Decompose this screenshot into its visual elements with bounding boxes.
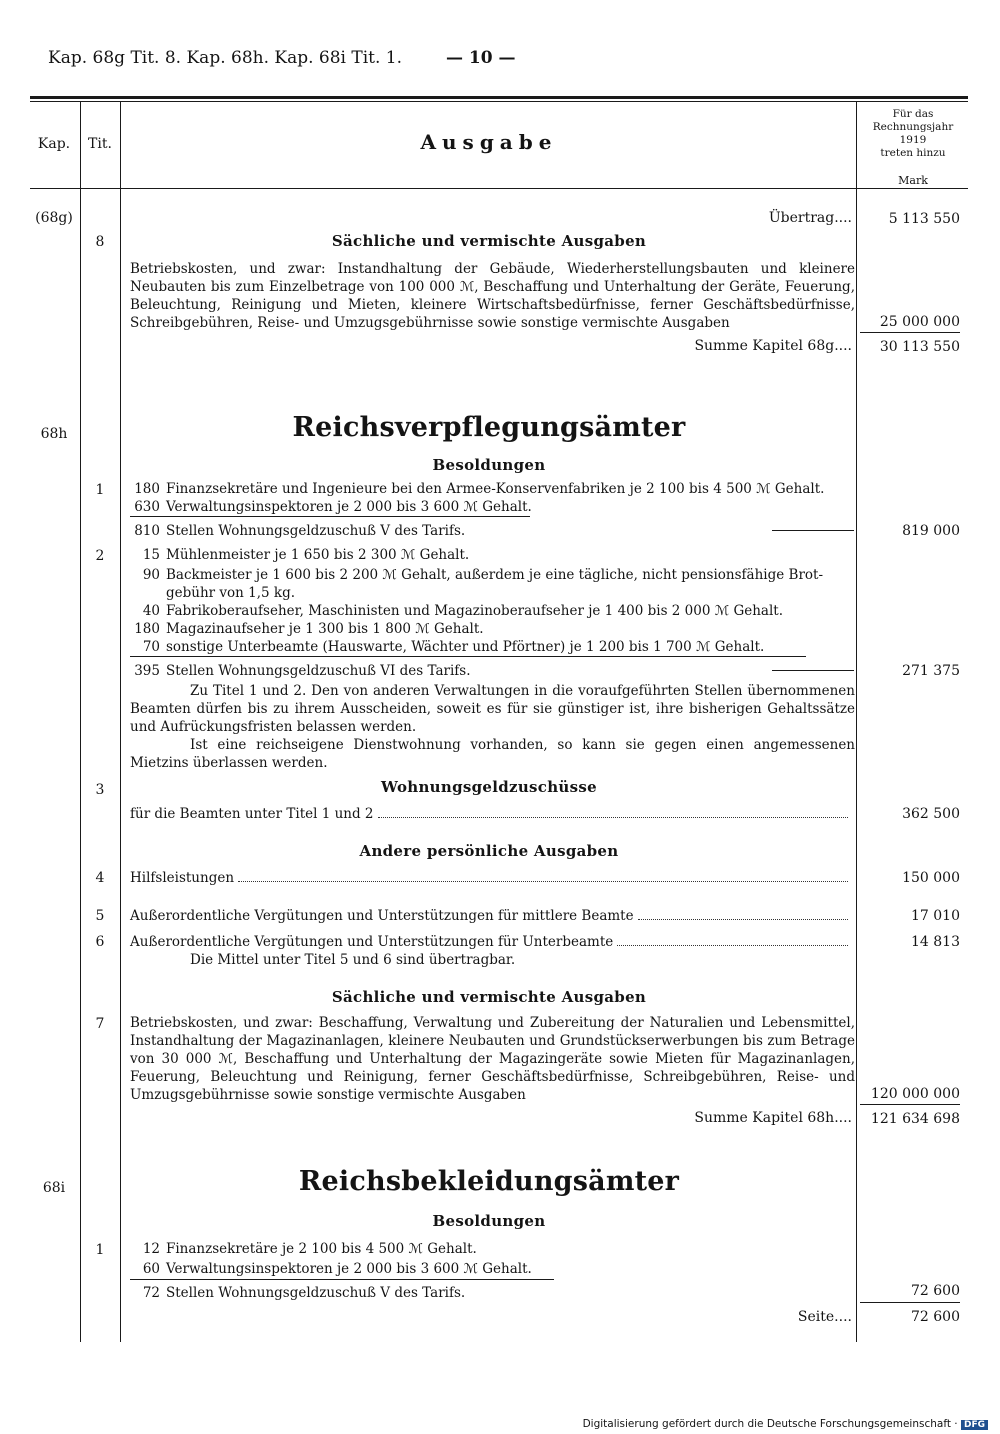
tit5-row: Außerordentliche Vergütungen und Unterstützungen für mittlere Beamte (130, 908, 852, 924)
tit-6: 6 (95, 934, 105, 950)
tit-4: 4 (95, 870, 105, 886)
section-besoldungen-68h: Besoldungen (432, 456, 546, 474)
seite-amount: 72 600 (911, 1309, 960, 1325)
tit1-68i-amount: 72 600 (911, 1283, 960, 1299)
tit2-line: 90 Backmeister je 1 600 bis 2 200 ℳ Gehalt, außerdem je eine tägliche, nicht pensionsfähige Brot- (142, 567, 824, 583)
tit1-68i-total: 72 Stellen Wohnungsgeldzuschuß V des Tarifs. (142, 1285, 466, 1301)
page-number: — 10 — (446, 48, 516, 68)
title-68i: Reichsbekleidungsämter (298, 1166, 680, 1197)
tit8-amount: 25 000 000 (879, 314, 960, 330)
tit2-line: 180 Magazinaufseher je 1 300 bis 1 800 ℳ Gehalt. (134, 621, 484, 637)
tit1-line: 630 Verwaltungsinspektoren je 2 000 bis 3 600 ℳ Gehalt. (134, 499, 532, 515)
summe-68h-label: Summe Kapitel 68h.... (694, 1110, 852, 1126)
tit-2: 2 (95, 548, 105, 564)
title-68h: Reichsverpflegungsämter (292, 412, 686, 443)
tit-5: 5 (95, 908, 105, 924)
section-andere-persoenliche: Andere persönliche Ausgaben (359, 842, 619, 860)
tit-7: 7 (95, 1016, 105, 1032)
tit5-amount: 17 010 (911, 908, 960, 924)
top-rule (30, 96, 968, 99)
tit2-note1: Zu Titel 1 und 2. Den von anderen Verwaltungen in die voraufgeführten Stellen übernommenen Beamten dürfen bis zu ihrem Ausscheiden, soweit es für sie günstiger ist, ihre bisherigen Gehaltssätze und Aufrückungsfristen belassen werden. (130, 683, 855, 735)
tit7-text: Betriebskosten, und zwar: Beschaffung, Verwaltung und Zubereitung der Naturalien und Lebensmittel, Instandhaltung der Magazinanlagen, kleinere Neubauten und Grundstückserwerbungen bis zum Betrage von 30 000 ℳ, Beschaffung und Unterhaltung der Magazingeräte sowie Mieten für Magazinanlagen, Feuerung, Beleuchtung und Reinigung, ferner Geschäftsbedürfnisse, Schreibgebühren, Reise- und Umzugsgebührnisse sowie sonstige vermischte Ausgaben (130, 1015, 855, 1103)
tit-1: 1 (95, 482, 105, 498)
header-rule (30, 188, 968, 189)
tit3-amount: 362 500 (902, 806, 960, 822)
tit2-line: gebühr von 1,5 kg. (166, 585, 296, 601)
summe-68h-amount: 121 634 698 (870, 1111, 960, 1127)
running-header-ref: Kap. 68g Tit. 8. Kap. 68h. Kap. 68i Tit. 1. (48, 48, 403, 68)
summe-68g-label: Summe Kapitel 68g.... (694, 338, 852, 354)
header-unit: Mark (898, 174, 928, 187)
sum-rule (860, 1302, 960, 1303)
tit7-amount: 120 000 000 (870, 1086, 960, 1102)
subtotal-rule (130, 656, 806, 657)
tit4-row: Hilfsleistungen (130, 870, 852, 886)
digitization-footer: Digitalisierung gefördert durch die Deutsche Forschungsgemeinschaft · DFG (583, 1418, 988, 1430)
col-divider-amount (856, 102, 857, 1342)
uebertrag-label: Übertrag.... (768, 210, 852, 226)
tit2-line: 15 Mühlenmeister je 1 650 bis 2 300 ℳ Gehalt. (142, 547, 470, 563)
summe-68g-amount: 30 113 550 (879, 339, 960, 355)
section-saechlich-68g: Sächliche und vermischte Ausgaben (331, 232, 647, 250)
top-rule-thin (30, 101, 968, 102)
sum-rule (860, 332, 960, 333)
header-kap: Kap. (37, 136, 71, 152)
col-divider-tit (120, 102, 121, 1342)
tit6-row: Außerordentliche Vergütungen und Unterstützungen für Unterbeamte (130, 934, 852, 950)
tit2-amount: 271 375 (902, 663, 960, 679)
tit2-line: 70 sonstige Unterbeamte (Hauswarte, Wächter und Pförtner) je 1 200 bis 1 700 ℳ Gehalt. (142, 639, 765, 655)
tit1-68i-line: 12 Finanzsekretäre je 2 100 bis 4 500 ℳ Gehalt. (142, 1241, 477, 1257)
seite-label: Seite.... (797, 1309, 852, 1325)
col-divider-kap (80, 102, 81, 1342)
section-wohnungsgeld: Wohnungsgeldzuschüsse (381, 778, 597, 796)
tit2-total: 395 Stellen Wohnungsgeldzuschuß VI des Tarifs. (134, 663, 471, 679)
tit6-amount: 14 813 (911, 934, 960, 950)
tit3-row: für die Beamten unter Titel 1 und 2 (130, 806, 852, 822)
amount-lead-rule (772, 670, 854, 671)
tit1-68i-line: 60 Verwaltungsinspektoren je 2 000 bis 3 600 ℳ Gehalt. (142, 1261, 532, 1277)
tit56-note: Die Mittel unter Titel 5 und 6 sind übertragbar. (190, 952, 516, 968)
section-saechlich-68h: Sächliche und vermischte Ausgaben (331, 988, 647, 1006)
tit8-text: Betriebskosten, und zwar: Instandhaltung der Gebäude, Wiederherstellungsbauten und kleinere Neubauten bis zum Einzelbetrage von 100 000 ℳ, Beschaffung und Unterhaltung der Geräte, Feuerung, Beleuchtung, Reinigung und Mieten, kleinere Wirtschaftsbedürfnisse, ferner Geschäftsbedürfnisse, Schreibgebühren, Reise- und Umzugsgebührnisse sowie sonstige vermischte Ausgaben (130, 261, 855, 331)
tit2-note2: Ist eine reichseigene Dienstwohnung vorhanden, so kann sie gegen einen angemessenen Mietzins überlassen werden. (130, 737, 855, 771)
uebertrag-amount: 5 113 550 (888, 211, 960, 227)
kap-68g: (68g) (35, 210, 73, 226)
subtotal-rule (130, 516, 530, 517)
subtotal-rule (130, 1279, 554, 1280)
section-besoldungen-68i: Besoldungen (432, 1212, 546, 1230)
kap-68i: 68i (42, 1180, 66, 1196)
header-tit: Tit. (88, 136, 112, 152)
tit4-amount: 150 000 (902, 870, 960, 886)
tit-8: 8 (95, 234, 105, 250)
tit1-line: 180 Finanzsekretäre und Ingenieure bei den Armee-Konservenfabriken je 2 100 bis 4 500 ℳ Gehalt. (134, 481, 825, 497)
tit1-total: 810 Stellen Wohnungsgeldzuschuß V des Tarifs. (134, 523, 466, 539)
header-ausgabe: Ausgabe (420, 130, 558, 154)
kap-68h: 68h (40, 426, 68, 442)
tit1-amount: 819 000 (902, 523, 960, 539)
sum-rule (860, 1104, 960, 1105)
dfg-logo: DFG (961, 1420, 988, 1430)
header-amount-col: Für das Rechnungsjahr 1919 treten hinzu (872, 108, 954, 159)
tit-3: 3 (95, 782, 105, 798)
tit2-line: 40 Fabrikoberaufseher, Maschinisten und Magazinoberaufseher je 1 400 bis 2 000 ℳ Gehalt. (142, 603, 784, 619)
amount-lead-rule (772, 530, 854, 531)
tit-1-68i: 1 (95, 1242, 105, 1258)
